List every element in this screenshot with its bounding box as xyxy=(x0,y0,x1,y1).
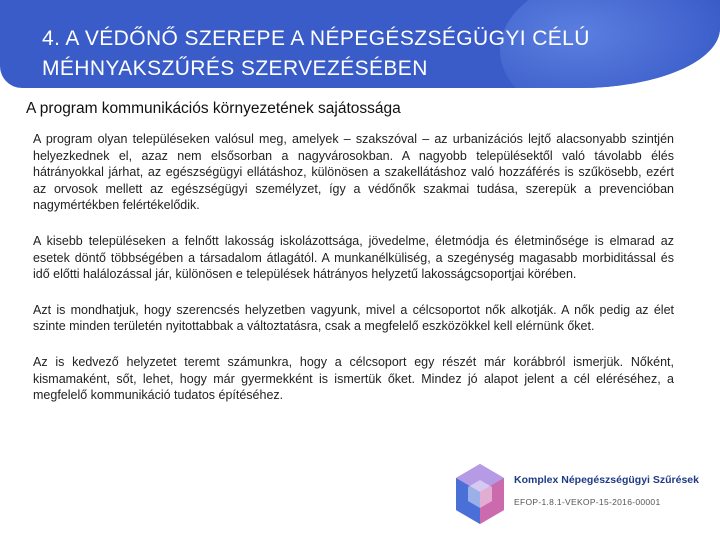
title-bar xyxy=(0,0,720,88)
program-logo-icon xyxy=(450,460,510,530)
program-logo xyxy=(450,460,712,530)
paragraph-4: Az is kedvező helyzetet teremt számunkra, hogy a célcsoport egy részét már korábbról ismerjük. Nőként, kismamaként, sőt, lehet, hogy már gyermekként is ismertük őket. Mindez jó alapot jelent a cél eléréséhez, a megfelelő kommunikáció tudatos építéséhez. xyxy=(33,354,674,403)
program-logo-code: EFOP-1.8.1-VEKOP-15-2016-00001 xyxy=(514,497,661,507)
paragraph-2: A kisebb településeken a felnőtt lakosság iskolázottsága, jövedelme, életmódja és életminősége is elmarad az esetek döntő többségében a társadalom átlagától. A munkanélküliség, a szegénység magasabb morbiditással és idő előtti halálozással jár, különösen e települések hátrányos helyzetű lakosságcsoportjai körében. xyxy=(33,233,674,282)
slide-subtitle: A program kommunikációs környezetének sajátossága xyxy=(26,100,401,117)
paragraph-3: Azt is mondhatjuk, hogy szerencsés helyzetben vagyunk, mivel a célcsoportot nők alkotják. A nők pedig az élet szinte minden területén nyitottabbak a változtatásra, csak a megfelelő eszközökkel kell elérnünk őket. xyxy=(33,302,674,334)
paragraph-1: A program olyan településeken valósul meg, amelyek – szakszóval – az urbanizációs lejtő alacsonyabb szintjén helyezkednek el, azaz nem elsősorban a nagyvárosokban. A nagyobb településektől való távolabb élés hátrányokkal járhat, az egészségügyi ellátáshoz, különösen a szakellátáshoz való hozzáférés is szűkösebb, ezért az orvosok mellett az egészségügyi személyzet, így a védőnők szakmai tudása, szerepük a prevencióban nagymértékben felértékelődik. xyxy=(33,132,674,213)
body-text xyxy=(33,131,674,423)
program-logo-name: Komplex Népegészségügyi Szűrések xyxy=(514,474,699,486)
slide-title: 4. A VÉDŐNŐ SZEREPE A NÉPEGÉSZSÉGÜGYI CÉLÚ MÉHNYAKSZŰRÉS SZERVEZÉSÉBEN xyxy=(42,27,590,80)
